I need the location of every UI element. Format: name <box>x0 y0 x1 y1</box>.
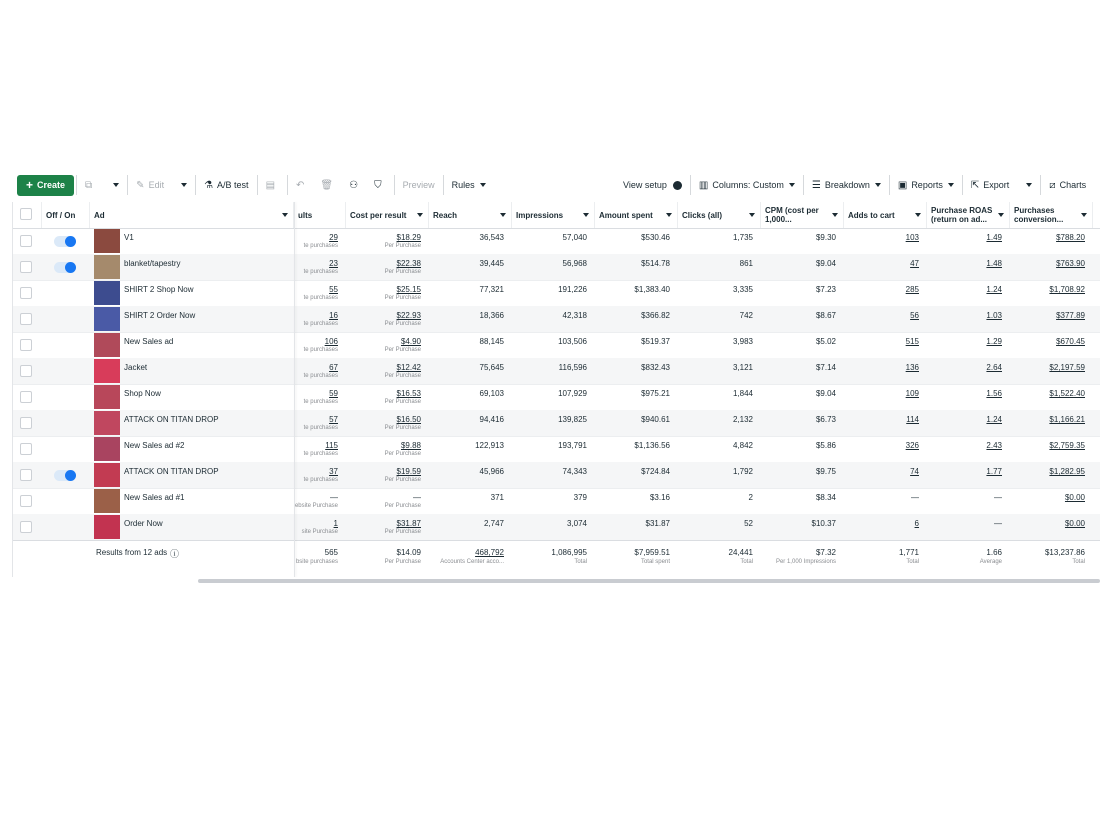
trash-icon: 🗑 <box>320 179 334 191</box>
cell-clicks: 52 <box>744 519 753 528</box>
cell-cpm: $6.73 <box>815 415 836 424</box>
ad-on-toggle[interactable] <box>54 262 76 273</box>
ad-name[interactable]: ATTACK ON TITAN DROP <box>124 415 219 424</box>
cell-cpm: $8.67 <box>815 311 836 320</box>
ad-name[interactable]: Jacket <box>124 363 148 372</box>
toggle-dot-icon <box>673 181 682 190</box>
divider <box>962 175 963 195</box>
chevron-down-icon <box>282 213 288 217</box>
horizontal-scrollbar[interactable] <box>198 579 1100 583</box>
ad-thumbnail[interactable] <box>94 489 120 513</box>
ad-name[interactable]: New Sales ad #1 <box>124 493 185 502</box>
cell-reach: 122,913 <box>475 441 504 450</box>
cell-roas[interactable]: 2.43 <box>986 441 1002 450</box>
cell-roas[interactable]: 1.48 <box>986 259 1002 268</box>
cell-cost: — Per Purchase <box>384 493 421 509</box>
cell-roas[interactable]: 1.77 <box>986 467 1002 476</box>
plus-icon: + <box>26 178 34 192</box>
totals-reach[interactable]: 468,792 Accounts Center acco... <box>440 548 504 565</box>
header-ad[interactable]: Ad <box>90 202 294 228</box>
cell-cost[interactable]: $22.38 Per Purchase <box>384 259 421 275</box>
cell-impressions: 139,825 <box>558 415 587 424</box>
ad-thumbnail[interactable] <box>94 411 120 435</box>
cell-conv[interactable]: $0.00 <box>1064 493 1085 502</box>
edit-dropdown[interactable] <box>170 174 193 196</box>
cell-reach: 75,645 <box>479 363 504 372</box>
cell-roas[interactable]: 1.03 <box>986 311 1002 320</box>
cell-cost[interactable]: $18.29 Per Purchase <box>384 233 421 249</box>
export-button[interactable]: ⇱ Export <box>970 179 1010 191</box>
ad-thumbnail[interactable] <box>94 385 120 409</box>
cell-reach: 45,966 <box>479 467 504 476</box>
totals-impressions: 1,086,995 Total <box>551 548 587 565</box>
cell-adds[interactable]: 326 <box>905 441 919 450</box>
chevron-down-icon <box>480 183 486 187</box>
cell-spent: $832.43 <box>641 363 670 372</box>
divider <box>889 175 890 195</box>
flask-icon: ⚗ <box>204 179 214 191</box>
cell-spent: $3.16 <box>649 493 670 502</box>
cell-impressions: 379 <box>573 493 587 502</box>
divider <box>394 175 395 195</box>
chart-icon: ⧄ <box>1049 179 1056 191</box>
cell-clicks: 2 <box>748 493 753 502</box>
cell-cpm: $9.30 <box>815 233 836 242</box>
cell-results[interactable]: 23 te purchases <box>303 259 338 275</box>
cell-cpm: $10.37 <box>811 519 836 528</box>
cell-roas: — <box>994 493 1002 502</box>
cell-impressions: 56,968 <box>562 259 587 268</box>
cell-roas[interactable]: 1.24 <box>986 285 1002 294</box>
header-adds-to-cart[interactable]: Adds to cart <box>844 202 927 228</box>
duplicate-button[interactable] <box>79 174 102 196</box>
chevron-down-icon <box>666 213 672 217</box>
header-results[interactable]: ults <box>294 202 346 228</box>
cell-reach: 94,416 <box>479 415 504 424</box>
cell-spent: $975.21 <box>641 389 670 398</box>
cell-adds[interactable]: 47 <box>910 259 919 268</box>
header-purchase-roas[interactable]: Purchase ROAS (return on ad... <box>927 202 1010 228</box>
cell-spent: $940.61 <box>641 415 670 424</box>
ad-name[interactable]: Order Now <box>124 519 163 528</box>
ad-thumbnail[interactable] <box>94 281 120 305</box>
cell-results[interactable]: 106 te purchases <box>303 337 338 353</box>
cell-cost[interactable]: $4.90 Per Purchase <box>384 337 421 353</box>
row-checkbox[interactable] <box>20 443 32 455</box>
cell-cost[interactable]: $22.93 Per Purchase <box>384 311 421 327</box>
chevron-down-icon <box>583 213 589 217</box>
ad-name[interactable]: SHIRT 2 Shop Now <box>124 285 194 294</box>
divider <box>76 175 77 195</box>
rules-button[interactable]: Rules <box>446 174 492 196</box>
cell-adds[interactable]: 6 <box>914 519 919 528</box>
cell-clicks: 1,792 <box>732 467 753 476</box>
row-checkbox[interactable] <box>20 391 32 403</box>
totals-roas: 1.66 Average <box>979 548 1002 565</box>
cell-cpm: $7.14 <box>815 363 836 372</box>
columns-icon: ▥ <box>698 179 709 191</box>
table-row[interactable] <box>13 332 1100 359</box>
cell-reach: 36,543 <box>479 233 504 242</box>
cell-adds[interactable]: 74 <box>910 467 919 476</box>
row-checkbox[interactable] <box>20 521 32 533</box>
ab-test-button[interactable]: ⚗ A/B test <box>204 179 249 191</box>
cell-cost[interactable]: $25.15 Per Purchase <box>384 285 421 301</box>
duplicate-icon: ⧉ <box>85 179 93 191</box>
audience-button[interactable] <box>343 174 368 196</box>
cell-adds[interactable]: 515 <box>905 337 919 346</box>
cell-impressions: 107,929 <box>558 389 587 398</box>
cell-spent: $1,136.56 <box>634 441 670 450</box>
table-row[interactable] <box>13 358 1100 385</box>
toolbar <box>0 170 1100 200</box>
cell-cost[interactable]: $12.42 Per Purchase <box>384 363 421 379</box>
toggle-knob <box>65 470 76 481</box>
cell-clicks: 861 <box>739 259 753 268</box>
cell-results[interactable]: 16 te purchases <box>303 311 338 327</box>
totals-label: Results from 12 ads <box>96 548 168 557</box>
cell-clicks: 2,132 <box>732 415 753 424</box>
cell-reach: 77,321 <box>479 285 504 294</box>
cell-cpm: $7.23 <box>815 285 836 294</box>
header-cpm[interactable]: CPM (cost per 1,000... <box>761 202 844 228</box>
ad-thumbnail[interactable] <box>94 359 120 383</box>
preview-button[interactable]: Preview <box>402 180 435 190</box>
table-row[interactable] <box>13 462 1100 489</box>
toggle-knob <box>65 236 76 247</box>
chevron-down-icon <box>875 183 881 187</box>
divider <box>127 175 128 195</box>
cell-conv[interactable]: $1,522.40 <box>1049 389 1085 398</box>
totals-label-cell <box>90 541 294 567</box>
chevron-down-icon <box>181 183 187 187</box>
undo-button[interactable] <box>290 174 314 196</box>
totals-row <box>13 540 1100 577</box>
cell-conv[interactable]: $670.45 <box>1056 337 1085 346</box>
divider <box>195 175 196 195</box>
divider <box>443 175 444 195</box>
cell-clicks: 3,121 <box>732 363 753 372</box>
table-row[interactable] <box>13 488 1100 515</box>
cell-impressions: 191,226 <box>558 285 587 294</box>
ad-thumbnail[interactable] <box>94 437 120 461</box>
ad-thumbnail[interactable] <box>94 229 120 253</box>
divider <box>690 175 691 195</box>
cell-results: — ebsite Purchase <box>294 493 338 509</box>
ad-thumbnail[interactable] <box>94 255 120 279</box>
chevron-down-icon <box>915 213 921 217</box>
tag-icon: ⛉ <box>374 179 382 191</box>
totals-spent: $7,959.51 Total spent <box>634 548 670 565</box>
cell-clicks: 1,844 <box>732 389 753 398</box>
totals-clicks: 24,441 Total <box>728 548 753 565</box>
cell-cpm: $9.04 <box>815 389 836 398</box>
divider <box>803 175 804 195</box>
totals-conv: $13,237.86 Total <box>1044 548 1085 565</box>
cell-reach: 39,445 <box>479 259 504 268</box>
table-row[interactable] <box>13 306 1100 333</box>
ads-table <box>12 202 1100 577</box>
view-setup-toggle[interactable]: View setup <box>617 174 688 196</box>
cell-results[interactable]: 115 te purchases <box>303 441 338 457</box>
cell-impressions: 74,343 <box>562 467 587 476</box>
cell-clicks: 4,842 <box>732 441 753 450</box>
cell-adds[interactable]: 285 <box>905 285 919 294</box>
reports-icon: ▣ <box>897 179 908 191</box>
ad-name[interactable]: New Sales ad <box>124 337 174 346</box>
totals-results: 565 bsite purchases <box>295 548 338 565</box>
totals-cpm: $7.32 Per 1,000 Impressions <box>775 548 836 565</box>
cell-cost[interactable]: $9.88 Per Purchase <box>384 441 421 457</box>
people-icon: ⚇ <box>349 179 359 191</box>
select-all-cell <box>13 202 42 228</box>
divider <box>257 175 258 195</box>
cell-conv[interactable]: $2,197.59 <box>1049 363 1085 372</box>
table-row[interactable] <box>13 514 1100 541</box>
cell-roas[interactable]: 1.24 <box>986 415 1002 424</box>
row-checkbox[interactable] <box>20 235 32 247</box>
export-dropdown[interactable] <box>1015 174 1038 196</box>
ad-name[interactable]: V1 <box>124 233 134 242</box>
cell-spent: $514.78 <box>641 259 670 268</box>
cell-results[interactable]: 29 te purchases <box>303 233 338 249</box>
header-off-on[interactable]: Off / On <box>42 202 90 228</box>
cell-adds[interactable]: 136 <box>905 363 919 372</box>
cell-reach: 18,366 <box>479 311 504 320</box>
charts-button[interactable]: ⧄ Charts <box>1049 179 1087 191</box>
ad-name[interactable]: Shop Now <box>124 389 161 398</box>
cell-adds: — <box>911 493 919 502</box>
row-checkbox[interactable] <box>20 339 32 351</box>
cell-impressions: 42,318 <box>562 311 587 320</box>
cell-cpm: $9.04 <box>815 259 836 268</box>
cell-clicks: 3,335 <box>732 285 753 294</box>
totals-cost: $14.09 Per Purchase <box>384 548 421 565</box>
cell-conv[interactable]: $1,282.95 <box>1049 467 1085 476</box>
chevron-down-icon <box>789 183 795 187</box>
cell-results[interactable]: 1 site Purchase <box>301 519 338 535</box>
cell-adds[interactable]: 109 <box>905 389 919 398</box>
columns-button[interactable]: ▥ Columns: Custom <box>693 174 801 196</box>
cell-roas[interactable]: 1.49 <box>986 233 1002 242</box>
cell-cpm: $9.75 <box>815 467 836 476</box>
cell-clicks: 742 <box>739 311 753 320</box>
table-row[interactable] <box>13 254 1100 281</box>
ad-thumbnail[interactable] <box>94 307 120 331</box>
info-icon[interactable]: ⓘ <box>170 549 180 559</box>
ad-on-toggle[interactable] <box>54 236 76 247</box>
cell-conv[interactable]: $2,759.35 <box>1049 441 1085 450</box>
cell-spent: $366.82 <box>641 311 670 320</box>
cell-impressions: 116,596 <box>558 363 587 372</box>
archive-button[interactable] <box>260 174 285 196</box>
breakdown-button[interactable]: ☰ Breakdown <box>806 174 887 196</box>
cell-roas: — <box>994 519 1002 528</box>
totals-adds: 1,771 Total <box>898 548 919 565</box>
cell-cpm: $5.02 <box>815 337 836 346</box>
frozen-column-edge <box>294 202 295 577</box>
cell-roas[interactable]: 1.29 <box>986 337 1002 346</box>
header-amount-spent[interactable]: Amount spent <box>595 202 678 228</box>
cell-conv[interactable]: $377.89 <box>1056 311 1085 320</box>
export-icon: ⇱ <box>970 179 980 191</box>
ad-on-toggle[interactable] <box>54 470 76 481</box>
cell-results[interactable]: 55 te purchases <box>303 285 338 301</box>
toggle-knob <box>65 262 76 273</box>
cell-conv[interactable]: $763.90 <box>1056 259 1085 268</box>
ad-name[interactable]: SHIRT 2 Order Now <box>124 311 196 320</box>
cell-spent: $519.37 <box>641 337 670 346</box>
ad-thumbnail[interactable] <box>94 515 120 539</box>
header-clicks[interactable]: Clicks (all) <box>678 202 761 228</box>
cell-cost[interactable]: $16.50 Per Purchase <box>384 415 421 431</box>
pencil-icon: ✎ <box>136 179 145 191</box>
cell-cost[interactable]: $19.59 Per Purchase <box>384 467 421 483</box>
cell-spent: $724.84 <box>641 467 670 476</box>
cell-reach: 88,145 <box>479 337 504 346</box>
cell-conv[interactable]: $0.00 <box>1064 519 1085 528</box>
row-checkbox[interactable] <box>20 417 32 429</box>
cell-reach: 2,747 <box>483 519 504 528</box>
cell-cost[interactable]: $16.53 Per Purchase <box>384 389 421 405</box>
row-checkbox[interactable] <box>20 495 32 507</box>
table-row[interactable] <box>13 228 1100 255</box>
cell-spent: $530.46 <box>641 233 670 242</box>
chevron-down-icon <box>749 213 755 217</box>
chevron-down-icon <box>500 213 506 217</box>
chevron-down-icon <box>113 183 119 187</box>
chevron-down-icon <box>1081 213 1087 217</box>
cell-results[interactable]: 67 te purchases <box>303 363 338 379</box>
cell-results[interactable]: 57 te purchases <box>303 415 338 431</box>
table-row[interactable] <box>13 280 1100 307</box>
row-checkbox[interactable] <box>20 287 32 299</box>
cell-cost[interactable]: $31.87 Per Purchase <box>384 519 421 535</box>
chevron-down-icon <box>998 213 1004 217</box>
header-reach[interactable]: Reach <box>429 202 512 228</box>
cell-clicks: 3,983 <box>732 337 753 346</box>
row-checkbox[interactable] <box>20 313 32 325</box>
divider <box>1040 175 1041 195</box>
cell-spent: $31.87 <box>645 519 670 528</box>
create-button[interactable]: + Create <box>17 175 74 196</box>
ad-name[interactable]: ATTACK ON TITAN DROP <box>124 467 219 476</box>
cell-roas[interactable]: 1.56 <box>986 389 1002 398</box>
cell-cpm: $5.86 <box>815 441 836 450</box>
cell-adds[interactable]: 56 <box>910 311 919 320</box>
ad-thumbnail[interactable] <box>94 463 120 487</box>
cell-impressions: 3,074 <box>566 519 587 528</box>
cell-conv[interactable]: $788.20 <box>1056 233 1085 242</box>
cell-results[interactable]: 37 te purchases <box>303 467 338 483</box>
divider <box>287 175 288 195</box>
undo-icon: ↶ <box>296 179 305 191</box>
reports-button[interactable]: ▣ Reports <box>892 174 960 196</box>
cell-impressions: 193,791 <box>558 441 587 450</box>
row-checkbox[interactable] <box>20 469 32 481</box>
cell-adds[interactable]: 114 <box>906 415 919 424</box>
table-row[interactable] <box>13 436 1100 463</box>
ad-name[interactable]: New Sales ad #2 <box>124 441 185 450</box>
cell-clicks: 1,735 <box>732 233 753 242</box>
cell-adds[interactable]: 103 <box>905 233 919 242</box>
header-cost-per-result[interactable]: Cost per result <box>346 202 429 228</box>
clipboard-icon: ▤ <box>265 179 276 191</box>
cell-impressions: 103,506 <box>558 337 587 346</box>
edit-button[interactable]: ✎ Edit <box>136 179 165 191</box>
table-header <box>13 202 1100 229</box>
row-checkbox[interactable] <box>20 365 32 377</box>
table-row[interactable] <box>13 410 1100 437</box>
cell-spent: $1,383.40 <box>634 285 670 294</box>
duplicate-dropdown[interactable] <box>102 174 125 196</box>
header-purchases-conversion[interactable]: Purchases conversion... <box>1010 202 1093 228</box>
delete-button[interactable] <box>314 174 343 196</box>
ad-name[interactable]: blanket/tapestry <box>124 259 181 268</box>
cell-reach: 371 <box>490 493 504 502</box>
cell-cpm: $8.34 <box>815 493 836 502</box>
cell-conv[interactable]: $1,708.92 <box>1049 285 1085 294</box>
cell-impressions: 57,040 <box>562 233 587 242</box>
cell-conv[interactable]: $1,166.21 <box>1049 415 1085 424</box>
select-all-checkbox[interactable] <box>20 208 32 220</box>
chevron-down-icon <box>1026 183 1032 187</box>
chevron-down-icon <box>832 213 838 217</box>
cell-results[interactable]: 59 te purchases <box>303 389 338 405</box>
ad-thumbnail[interactable] <box>94 333 120 357</box>
table-row[interactable] <box>13 384 1100 411</box>
toolbar-right <box>617 170 1092 200</box>
row-checkbox[interactable] <box>20 261 32 273</box>
chevron-down-icon <box>417 213 423 217</box>
breakdown-icon: ☰ <box>811 179 821 191</box>
tag-button[interactable] <box>368 174 392 196</box>
cell-roas[interactable]: 2.64 <box>986 363 1002 372</box>
header-impressions[interactable]: Impressions <box>512 202 595 228</box>
chevron-down-icon <box>948 183 954 187</box>
cell-reach: 69,103 <box>479 389 504 398</box>
